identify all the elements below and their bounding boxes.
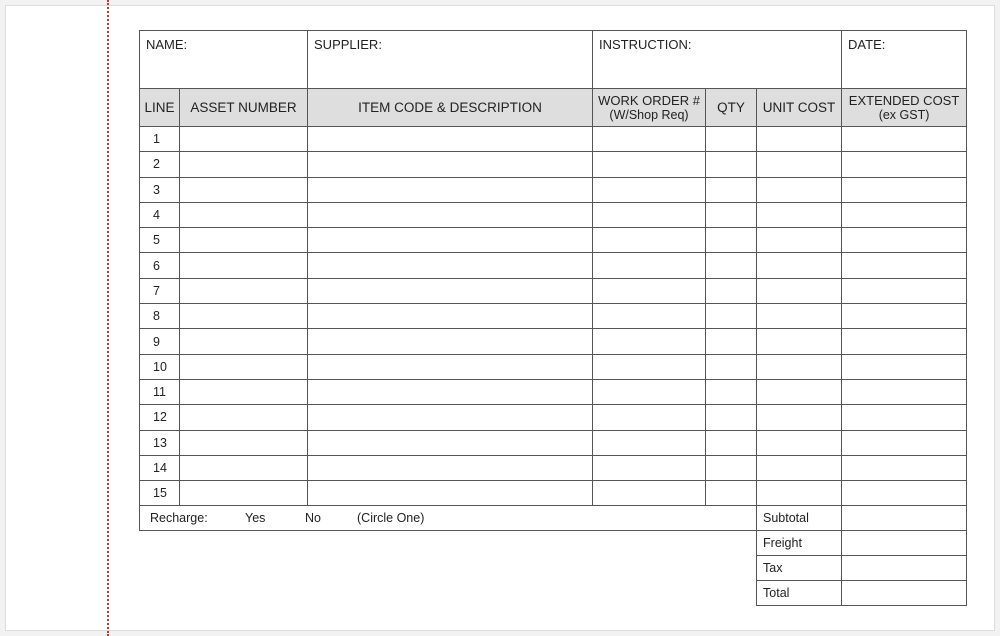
table-row [140, 177, 967, 202]
unit-cost-cell[interactable] [757, 405, 842, 430]
extended-cost-cell[interactable] [842, 405, 967, 430]
item-code-cell[interactable] [308, 379, 593, 404]
asset-number-cell[interactable] [180, 455, 308, 480]
name-field[interactable] [140, 31, 308, 89]
unit-cost-cell[interactable] [757, 379, 842, 404]
work-order-cell[interactable] [593, 228, 706, 253]
work-order-cell[interactable] [593, 481, 706, 506]
line-number: 12 [140, 405, 180, 430]
col-unit-cost: UNIT COST [757, 89, 842, 127]
unit-cost-cell[interactable] [757, 354, 842, 379]
unit-cost-cell[interactable] [757, 177, 842, 202]
item-code-cell[interactable] [308, 127, 593, 152]
qty-cell[interactable] [706, 481, 757, 506]
date-label: DATE: [848, 37, 886, 52]
item-code-cell[interactable] [308, 455, 593, 480]
qty-cell[interactable] [706, 354, 757, 379]
table-row [140, 481, 967, 506]
line-number: 14 [140, 455, 180, 480]
line-number: 2 [140, 152, 180, 177]
line-number: 6 [140, 253, 180, 278]
qty-cell[interactable] [706, 177, 757, 202]
qty-cell[interactable] [706, 278, 757, 303]
work-order-cell[interactable] [593, 253, 706, 278]
extended-cost-cell[interactable] [842, 304, 967, 329]
extended-cost-cell[interactable] [842, 228, 967, 253]
table-row [140, 152, 967, 177]
col-line: LINE [140, 89, 180, 127]
col-work-order-sub: (W/Shop Req) [609, 107, 689, 122]
asset-number-cell[interactable] [180, 430, 308, 455]
order-form [139, 30, 967, 606]
asset-number-cell[interactable] [180, 177, 308, 202]
unit-cost-cell[interactable] [757, 304, 842, 329]
tax-value[interactable] [842, 556, 967, 581]
item-code-cell[interactable] [308, 329, 593, 354]
item-code-cell[interactable] [308, 278, 593, 303]
tax-label: Tax [757, 556, 842, 581]
table-row [140, 202, 967, 227]
item-code-cell[interactable] [308, 354, 593, 379]
qty-cell[interactable] [706, 430, 757, 455]
work-order-cell[interactable] [593, 304, 706, 329]
qty-cell[interactable] [706, 202, 757, 227]
work-order-cell[interactable] [593, 152, 706, 177]
line-number: 11 [140, 379, 180, 404]
recharge-row [140, 506, 757, 531]
recharge-no[interactable]: No [305, 511, 321, 526]
line-number: 10 [140, 354, 180, 379]
instruction-field[interactable] [593, 31, 842, 89]
extended-cost-cell[interactable] [842, 379, 967, 404]
item-code-cell[interactable] [308, 228, 593, 253]
qty-cell[interactable] [706, 152, 757, 177]
table-row [140, 430, 967, 455]
item-code-cell[interactable] [308, 405, 593, 430]
col-asset-number: ASSET NUMBER [180, 89, 308, 127]
margin-line [107, 0, 109, 636]
date-field[interactable] [842, 31, 967, 89]
qty-cell[interactable] [706, 304, 757, 329]
col-extended-cost [842, 89, 967, 127]
qty-cell[interactable] [706, 228, 757, 253]
table-row [140, 329, 967, 354]
unit-cost-cell[interactable] [757, 329, 842, 354]
qty-cell[interactable] [706, 379, 757, 404]
col-qty: QTY [706, 89, 757, 127]
extended-cost-cell[interactable] [842, 177, 967, 202]
total-value[interactable] [842, 581, 967, 606]
table-row [140, 354, 967, 379]
col-extended-cost-title: EXTENDED COST [848, 92, 960, 108]
subtotal-label: Subtotal [757, 506, 842, 531]
unit-cost-cell[interactable] [757, 152, 842, 177]
item-code-cell[interactable] [308, 304, 593, 329]
asset-number-cell[interactable] [180, 379, 308, 404]
asset-number-cell[interactable] [180, 253, 308, 278]
asset-number-cell[interactable] [180, 481, 308, 506]
unit-cost-cell[interactable] [757, 278, 842, 303]
item-code-cell[interactable] [308, 152, 593, 177]
item-code-cell[interactable] [308, 430, 593, 455]
total-label: Total [757, 581, 842, 606]
asset-number-cell[interactable] [180, 152, 308, 177]
table-row [140, 228, 967, 253]
table-row [140, 304, 967, 329]
table-row [140, 379, 967, 404]
subtotal-value[interactable] [842, 506, 967, 531]
table-row [140, 278, 967, 303]
table-row [140, 405, 967, 430]
supplier-label: SUPPLIER: [314, 37, 382, 52]
work-order-cell[interactable] [593, 455, 706, 480]
item-code-cell[interactable] [308, 177, 593, 202]
asset-number-cell[interactable] [180, 202, 308, 227]
work-order-cell[interactable] [593, 329, 706, 354]
unit-cost-cell[interactable] [757, 202, 842, 227]
work-order-cell[interactable] [593, 430, 706, 455]
work-order-cell[interactable] [593, 354, 706, 379]
qty-cell[interactable] [706, 455, 757, 480]
instruction-label: INSTRUCTION: [599, 37, 692, 52]
col-item-code: ITEM CODE & DESCRIPTION [308, 89, 593, 127]
extended-cost-cell[interactable] [842, 329, 967, 354]
line-number: 13 [140, 430, 180, 455]
line-rows [140, 127, 967, 506]
line-number: 4 [140, 202, 180, 227]
unit-cost-cell[interactable] [757, 253, 842, 278]
recharge-hint: (Circle One) [357, 511, 425, 526]
table-row [140, 253, 967, 278]
extended-cost-cell[interactable] [842, 455, 967, 480]
work-order-cell[interactable] [593, 278, 706, 303]
line-number: 1 [140, 127, 180, 152]
extended-cost-cell[interactable] [842, 253, 967, 278]
work-order-cell[interactable] [593, 405, 706, 430]
table-row [140, 127, 967, 152]
line-number: 15 [140, 481, 180, 506]
asset-number-cell[interactable] [180, 354, 308, 379]
unit-cost-cell[interactable] [757, 455, 842, 480]
table-row [140, 455, 967, 480]
extended-cost-cell[interactable] [842, 202, 967, 227]
qty-cell[interactable] [706, 253, 757, 278]
line-number: 7 [140, 278, 180, 303]
unit-cost-cell[interactable] [757, 127, 842, 152]
extended-cost-cell[interactable] [842, 354, 967, 379]
line-number: 5 [140, 228, 180, 253]
line-number: 8 [140, 304, 180, 329]
extended-cost-cell[interactable] [842, 152, 967, 177]
qty-cell[interactable] [706, 405, 757, 430]
extended-cost-cell[interactable] [842, 430, 967, 455]
extended-cost-cell[interactable] [842, 481, 967, 506]
freight-value[interactable] [842, 531, 967, 556]
unit-cost-cell[interactable] [757, 481, 842, 506]
col-work-order [593, 89, 706, 127]
col-extended-cost-sub: (ex GST) [878, 107, 930, 122]
work-order-cell[interactable] [593, 202, 706, 227]
name-label: NAME: [146, 37, 188, 52]
qty-cell[interactable] [706, 127, 757, 152]
work-order-cell[interactable] [593, 127, 706, 152]
work-order-cell[interactable] [593, 379, 706, 404]
asset-number-cell[interactable] [180, 228, 308, 253]
unit-cost-cell[interactable] [757, 228, 842, 253]
asset-number-cell[interactable] [180, 278, 308, 303]
asset-number-cell[interactable] [180, 127, 308, 152]
extended-cost-cell[interactable] [842, 278, 967, 303]
line-number: 9 [140, 329, 180, 354]
unit-cost-cell[interactable] [757, 430, 842, 455]
item-code-cell[interactable] [308, 253, 593, 278]
supplier-field[interactable] [308, 31, 593, 89]
line-number: 3 [140, 177, 180, 202]
qty-cell[interactable] [706, 329, 757, 354]
asset-number-cell[interactable] [180, 304, 308, 329]
extended-cost-cell[interactable] [842, 127, 967, 152]
col-work-order-title: WORK ORDER # [598, 92, 700, 108]
freight-label: Freight [757, 531, 842, 556]
recharge-yes[interactable]: Yes [245, 511, 266, 526]
asset-number-cell[interactable] [180, 405, 308, 430]
recharge-label: Recharge: [150, 511, 208, 526]
work-order-cell[interactable] [593, 177, 706, 202]
asset-number-cell[interactable] [180, 329, 308, 354]
item-code-cell[interactable] [308, 481, 593, 506]
item-code-cell[interactable] [308, 202, 593, 227]
